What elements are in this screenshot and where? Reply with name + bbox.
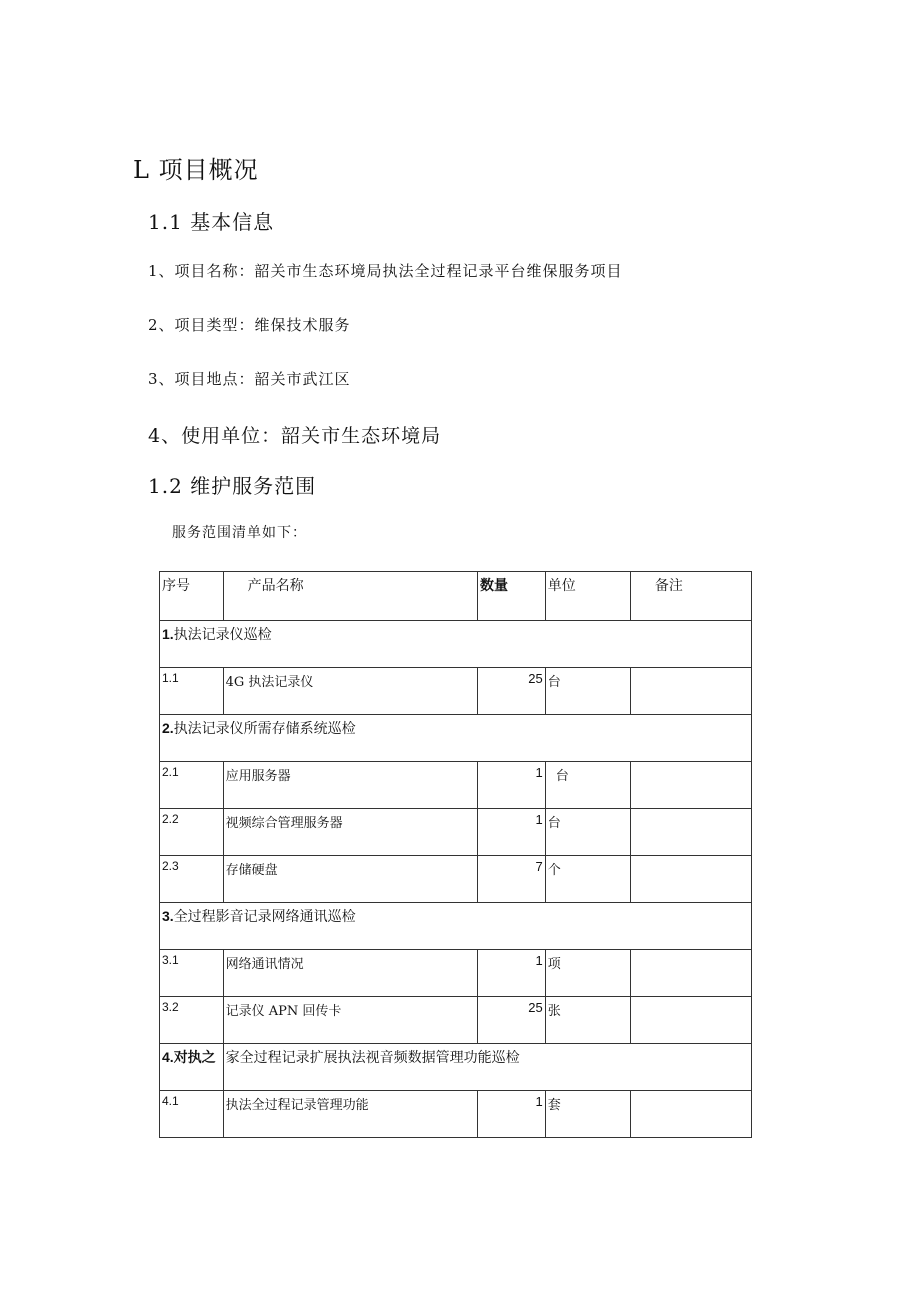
section-heading-project-overview: L 项目概况 [133,156,259,184]
row-no: 3.2 [160,997,224,1044]
row-unit: 台 [545,809,630,856]
group-title-part-b: 家全过程记录扩展执法视音频数据管理功能巡检 [223,1044,751,1091]
table-group-row [160,903,752,950]
table-group-row [160,715,752,762]
row-note [630,762,751,809]
row-qty: 25 [478,997,546,1044]
header-no: 序号 [160,572,224,621]
row-name: 4G 执法记录仪 [223,668,477,715]
row-unit: 张 [545,997,630,1044]
row-qty: 1 [478,1091,546,1138]
row-unit: 个 [545,856,630,903]
row-unit: 台 [545,762,630,809]
row-name: 记录仪 APN 回传卡 [223,997,477,1044]
row-qty: 25 [478,668,546,715]
row-name: 视频综合管理服务器 [223,809,477,856]
table-group-row [160,1044,752,1091]
row-qty: 1 [478,950,546,997]
row-no: 2.3 [160,856,224,903]
row-unit: 项 [545,950,630,997]
table-row [160,1091,752,1138]
row-no: 1.1 [160,668,224,715]
row-qty: 1 [478,762,546,809]
header-qty: 数量 [478,572,546,621]
subheading-basic-info: 1.1 基本信息 [148,210,275,234]
row-note [630,856,751,903]
header-unit: 单位 [545,572,630,621]
info-using-unit: 4、使用单位：韶关市生态环境局 [148,425,442,447]
row-no: 2.1 [160,762,224,809]
table-row [160,856,752,903]
service-scope-intro: 服务范围清单如下： [172,525,307,541]
info-project-name: 1、项目名称：韶关市生态环境局执法全过程记录平台维保服务项目 [148,262,623,280]
row-note [630,809,751,856]
info-project-location: 3、项目地点：韶关市武江区 [148,370,351,388]
group-title: 1.执法记录仪巡检 [160,621,752,668]
row-note [630,997,751,1044]
row-name: 网络通讯情况 [223,950,477,997]
row-qty: 1 [478,809,546,856]
table-row [160,668,752,715]
row-unit: 台 [545,668,630,715]
row-no: 3.1 [160,950,224,997]
table-row [160,997,752,1044]
row-unit: 套 [545,1091,630,1138]
table-group-row [160,621,752,668]
table-header-row [160,572,752,621]
subheading-service-scope: 1.2 维护服务范围 [148,474,317,498]
row-note [630,668,751,715]
row-note [630,950,751,997]
table-row [160,950,752,997]
row-note [630,1091,751,1138]
group-title-part-a: 4.对执之 [160,1044,224,1091]
row-qty: 7 [478,856,546,903]
table-row [160,762,752,809]
table-row [160,809,752,856]
header-note: 备注 [630,572,751,621]
info-project-type: 2、项目类型：维保技术服务 [148,316,351,334]
group-title: 2.执法记录仪所需存储系统巡检 [160,715,752,762]
header-name: 产品名称 [223,572,477,621]
service-scope-table [159,571,752,1138]
row-name: 存储硬盘 [223,856,477,903]
row-no: 2.2 [160,809,224,856]
row-name: 执法全过程记录管理功能 [223,1091,477,1138]
group-title: 3.全过程影音记录网络通讯巡检 [160,903,752,950]
row-no: 4.1 [160,1091,224,1138]
row-name: 应用服务器 [223,762,477,809]
